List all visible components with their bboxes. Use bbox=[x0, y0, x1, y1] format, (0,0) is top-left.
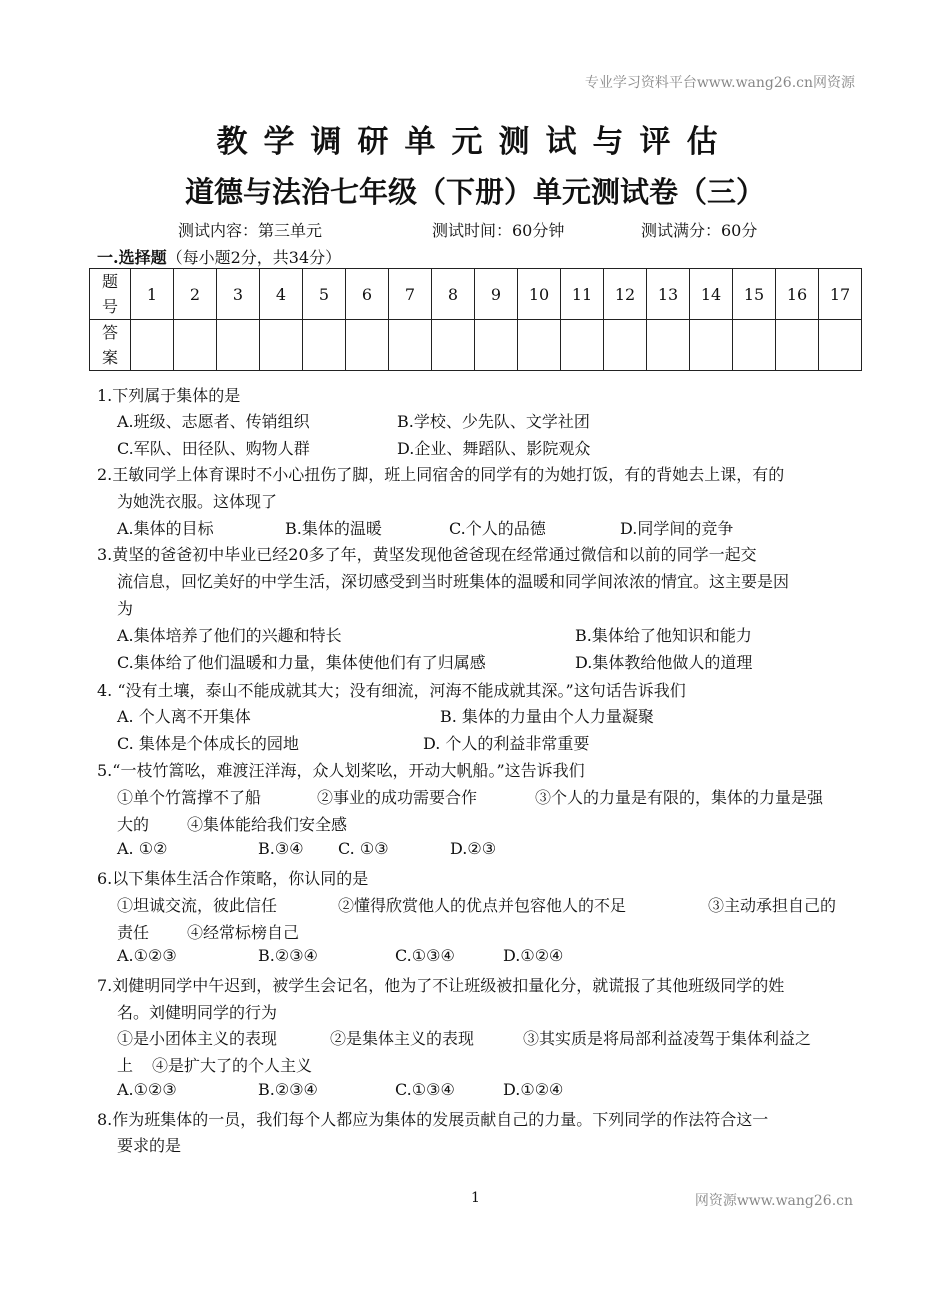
question-8-stem: 8.作为班集体的一员，我们每个人都应为集体的发展贡献自己的力量。下列同学的作法符合这一 bbox=[97, 1110, 769, 1129]
info-score: 测试满分：60分 bbox=[641, 221, 758, 240]
section-label: 一.选择题 bbox=[97, 248, 167, 267]
q2-option-b: B.集体的温暖 bbox=[285, 519, 382, 538]
question-7-stem-cont: 名。刘健明同学的行为 bbox=[117, 1003, 278, 1022]
number-cell: 10 bbox=[518, 269, 561, 320]
number-cell: 15 bbox=[733, 269, 776, 320]
answer-cell[interactable] bbox=[174, 320, 217, 371]
q7-option-c: C.①③④ bbox=[395, 1080, 455, 1099]
answer-table-number-row bbox=[90, 269, 862, 320]
q6-item-4: ④经常标榜自己 bbox=[187, 923, 300, 942]
q5-item-1: ①单个竹篙撑不了船 bbox=[117, 788, 262, 807]
question-5-stem: 5.“一枝竹篙吆，难渡汪洋海，众人划桨吆，开动大帆船。”这告诉我们 bbox=[97, 761, 585, 780]
q4-option-c: C. 集体是个体成长的园地 bbox=[117, 734, 299, 753]
number-cell: 16 bbox=[776, 269, 819, 320]
q6-option-b: B.②③④ bbox=[258, 946, 318, 965]
number-cell: 11 bbox=[561, 269, 604, 320]
q1-option-d: D.企业、舞蹈队、影院观众 bbox=[397, 439, 591, 458]
q3-option-d: D.集体教给他做人的道理 bbox=[575, 653, 753, 672]
answer-cell[interactable] bbox=[819, 320, 862, 371]
answer-table bbox=[89, 268, 862, 371]
q2-option-c: C.个人的品德 bbox=[449, 519, 546, 538]
number-cell: 9 bbox=[475, 269, 518, 320]
q1-option-c: C.军队、田径队、购物人群 bbox=[117, 439, 310, 458]
row-label-answer: 答 案 bbox=[90, 320, 131, 371]
info-content: 测试内容：第三单元 bbox=[178, 221, 323, 240]
answer-table-answer-row bbox=[90, 320, 862, 371]
q4-option-b: B. 集体的力量由个人力量凝聚 bbox=[440, 707, 654, 726]
number-cell: 2 bbox=[174, 269, 217, 320]
q5-item-3-cont: 大的 bbox=[117, 815, 150, 834]
number-cell: 5 bbox=[303, 269, 346, 320]
q3-option-b: B.集体给了他知识和能力 bbox=[575, 626, 752, 645]
q5-item-4: ④集体能给我们安全感 bbox=[187, 815, 348, 834]
q6-item-3-cont: 责任 bbox=[117, 923, 150, 942]
row-label-number: 题 号 bbox=[90, 269, 131, 320]
question-1-stem: 1.下列属于集体的是 bbox=[97, 386, 241, 405]
q7-option-d: D.①②④ bbox=[503, 1080, 564, 1099]
q5-option-a: A. ①② bbox=[117, 839, 168, 858]
q7-item-1: ①是小团体主义的表现 bbox=[117, 1029, 278, 1048]
answer-cell[interactable] bbox=[346, 320, 389, 371]
q1-option-a: A.班级、志愿者、传销组织 bbox=[117, 412, 310, 431]
q6-option-d: D.①②④ bbox=[503, 946, 564, 965]
q5-option-c: C. ①③ bbox=[338, 839, 389, 858]
title-sub: 道德与法治七年级（下册）单元测试卷（三） bbox=[184, 175, 765, 209]
number-cell: 14 bbox=[690, 269, 733, 320]
number-cell: 6 bbox=[346, 269, 389, 320]
answer-cell[interactable] bbox=[432, 320, 475, 371]
answer-cell[interactable] bbox=[733, 320, 776, 371]
answer-cell[interactable] bbox=[604, 320, 647, 371]
question-2-stem-cont: 为她洗衣服。这体现了 bbox=[117, 492, 278, 511]
number-cell: 3 bbox=[217, 269, 260, 320]
q6-option-a: A.①②③ bbox=[117, 946, 177, 965]
q2-option-a: A.集体的目标 bbox=[117, 519, 214, 538]
number-cell: 1 bbox=[131, 269, 174, 320]
section-heading bbox=[97, 245, 341, 268]
title-main: 教学调研单元测试与评估 bbox=[216, 124, 734, 160]
q6-item-1: ①坦诚交流，彼此信任 bbox=[117, 896, 278, 915]
q5-option-d: D.②③ bbox=[450, 839, 497, 858]
answer-cell[interactable] bbox=[217, 320, 260, 371]
answer-cell[interactable] bbox=[776, 320, 819, 371]
q1-option-b: B.学校、少先队、文学社团 bbox=[397, 412, 590, 431]
number-cell: 13 bbox=[647, 269, 690, 320]
footer-source: 网资源www.wang26.cn bbox=[694, 1193, 853, 1209]
q4-option-a: A. 个人离不开集体 bbox=[117, 707, 251, 726]
number-cell: 8 bbox=[432, 269, 475, 320]
number-cell: 17 bbox=[819, 269, 862, 320]
number-cell: 12 bbox=[604, 269, 647, 320]
q5-item-3: ③个人的力量是有限的，集体的力量是强 bbox=[535, 788, 824, 807]
question-3-stem: 3.黄坚的爸爸初中毕业已经20多了年，黄坚发现他爸爸现在经常通过微信和以前的同学一起交 bbox=[97, 545, 757, 564]
q6-item-3: ③主动承担自己的 bbox=[708, 896, 837, 915]
header-source: 专业学习资料平台www.wang26.cn网资源 bbox=[584, 75, 855, 91]
section-note: （每小题2分，共34分） bbox=[166, 248, 342, 267]
info-time: 测试时间：60分钟 bbox=[432, 221, 565, 240]
q5-option-b: B.③④ bbox=[258, 839, 304, 858]
question-8-stem-cont: 要求的是 bbox=[117, 1136, 182, 1155]
question-3-stem-cont2: 为 bbox=[117, 599, 134, 618]
answer-cell[interactable] bbox=[475, 320, 518, 371]
q7-item-4: ④是扩大了的个人主义 bbox=[152, 1056, 313, 1075]
question-6-stem: 6.以下集体生活合作策略，你认同的是 bbox=[97, 869, 369, 888]
q6-option-c: C.①③④ bbox=[395, 946, 455, 965]
answer-cell[interactable] bbox=[303, 320, 346, 371]
q3-option-a: A.集体培养了他们的兴趣和特长 bbox=[117, 626, 342, 645]
question-4-stem: 4. “没有土壤，泰山不能成就其大；没有细流，河海不能成就其深。”这句话告诉我们 bbox=[97, 681, 686, 700]
q5-item-2: ②事业的成功需要合作 bbox=[317, 788, 478, 807]
q6-item-2: ②懂得欣赏他人的优点并包容他人的不足 bbox=[338, 896, 627, 915]
q3-option-c: C.集体给了他们温暖和力量，集体使他们有了归属感 bbox=[117, 653, 486, 672]
q7-item-3-cont: 上 bbox=[117, 1056, 134, 1075]
number-cell: 4 bbox=[260, 269, 303, 320]
question-2-stem: 2.王敏同学上体育课时不小心扭伤了脚，班上同宿舍的同学有的为她打饭，有的背她去上课，有的 bbox=[97, 465, 785, 484]
answer-cell[interactable] bbox=[389, 320, 432, 371]
answer-cell[interactable] bbox=[561, 320, 604, 371]
answer-cell[interactable] bbox=[647, 320, 690, 371]
question-3-stem-cont: 流信息，回忆美好的中学生活，深切感受到当时班集体的温暖和同学间浓浓的情宜。这主要是因 bbox=[117, 572, 790, 591]
question-7-stem: 7.刘健明同学中午迟到，被学生会记名，他为了不让班级被扣量化分，就谎报了其他班级同学的姓 bbox=[97, 976, 785, 995]
answer-cell[interactable] bbox=[260, 320, 303, 371]
page-number: 1 bbox=[471, 1190, 480, 1206]
number-cell: 7 bbox=[389, 269, 432, 320]
q7-item-3: ③其实质是将局部利益凌驾于集体利益之 bbox=[523, 1029, 812, 1048]
answer-cell[interactable] bbox=[131, 320, 174, 371]
answer-cell[interactable] bbox=[690, 320, 733, 371]
q7-option-a: A.①②③ bbox=[117, 1080, 177, 1099]
q4-option-d: D. 个人的利益非常重要 bbox=[423, 734, 590, 753]
q7-item-2: ②是集体主义的表现 bbox=[330, 1029, 475, 1048]
q2-option-d: D.同学间的竞争 bbox=[620, 519, 734, 538]
q7-option-b: B.②③④ bbox=[258, 1080, 318, 1099]
answer-cell[interactable] bbox=[518, 320, 561, 371]
